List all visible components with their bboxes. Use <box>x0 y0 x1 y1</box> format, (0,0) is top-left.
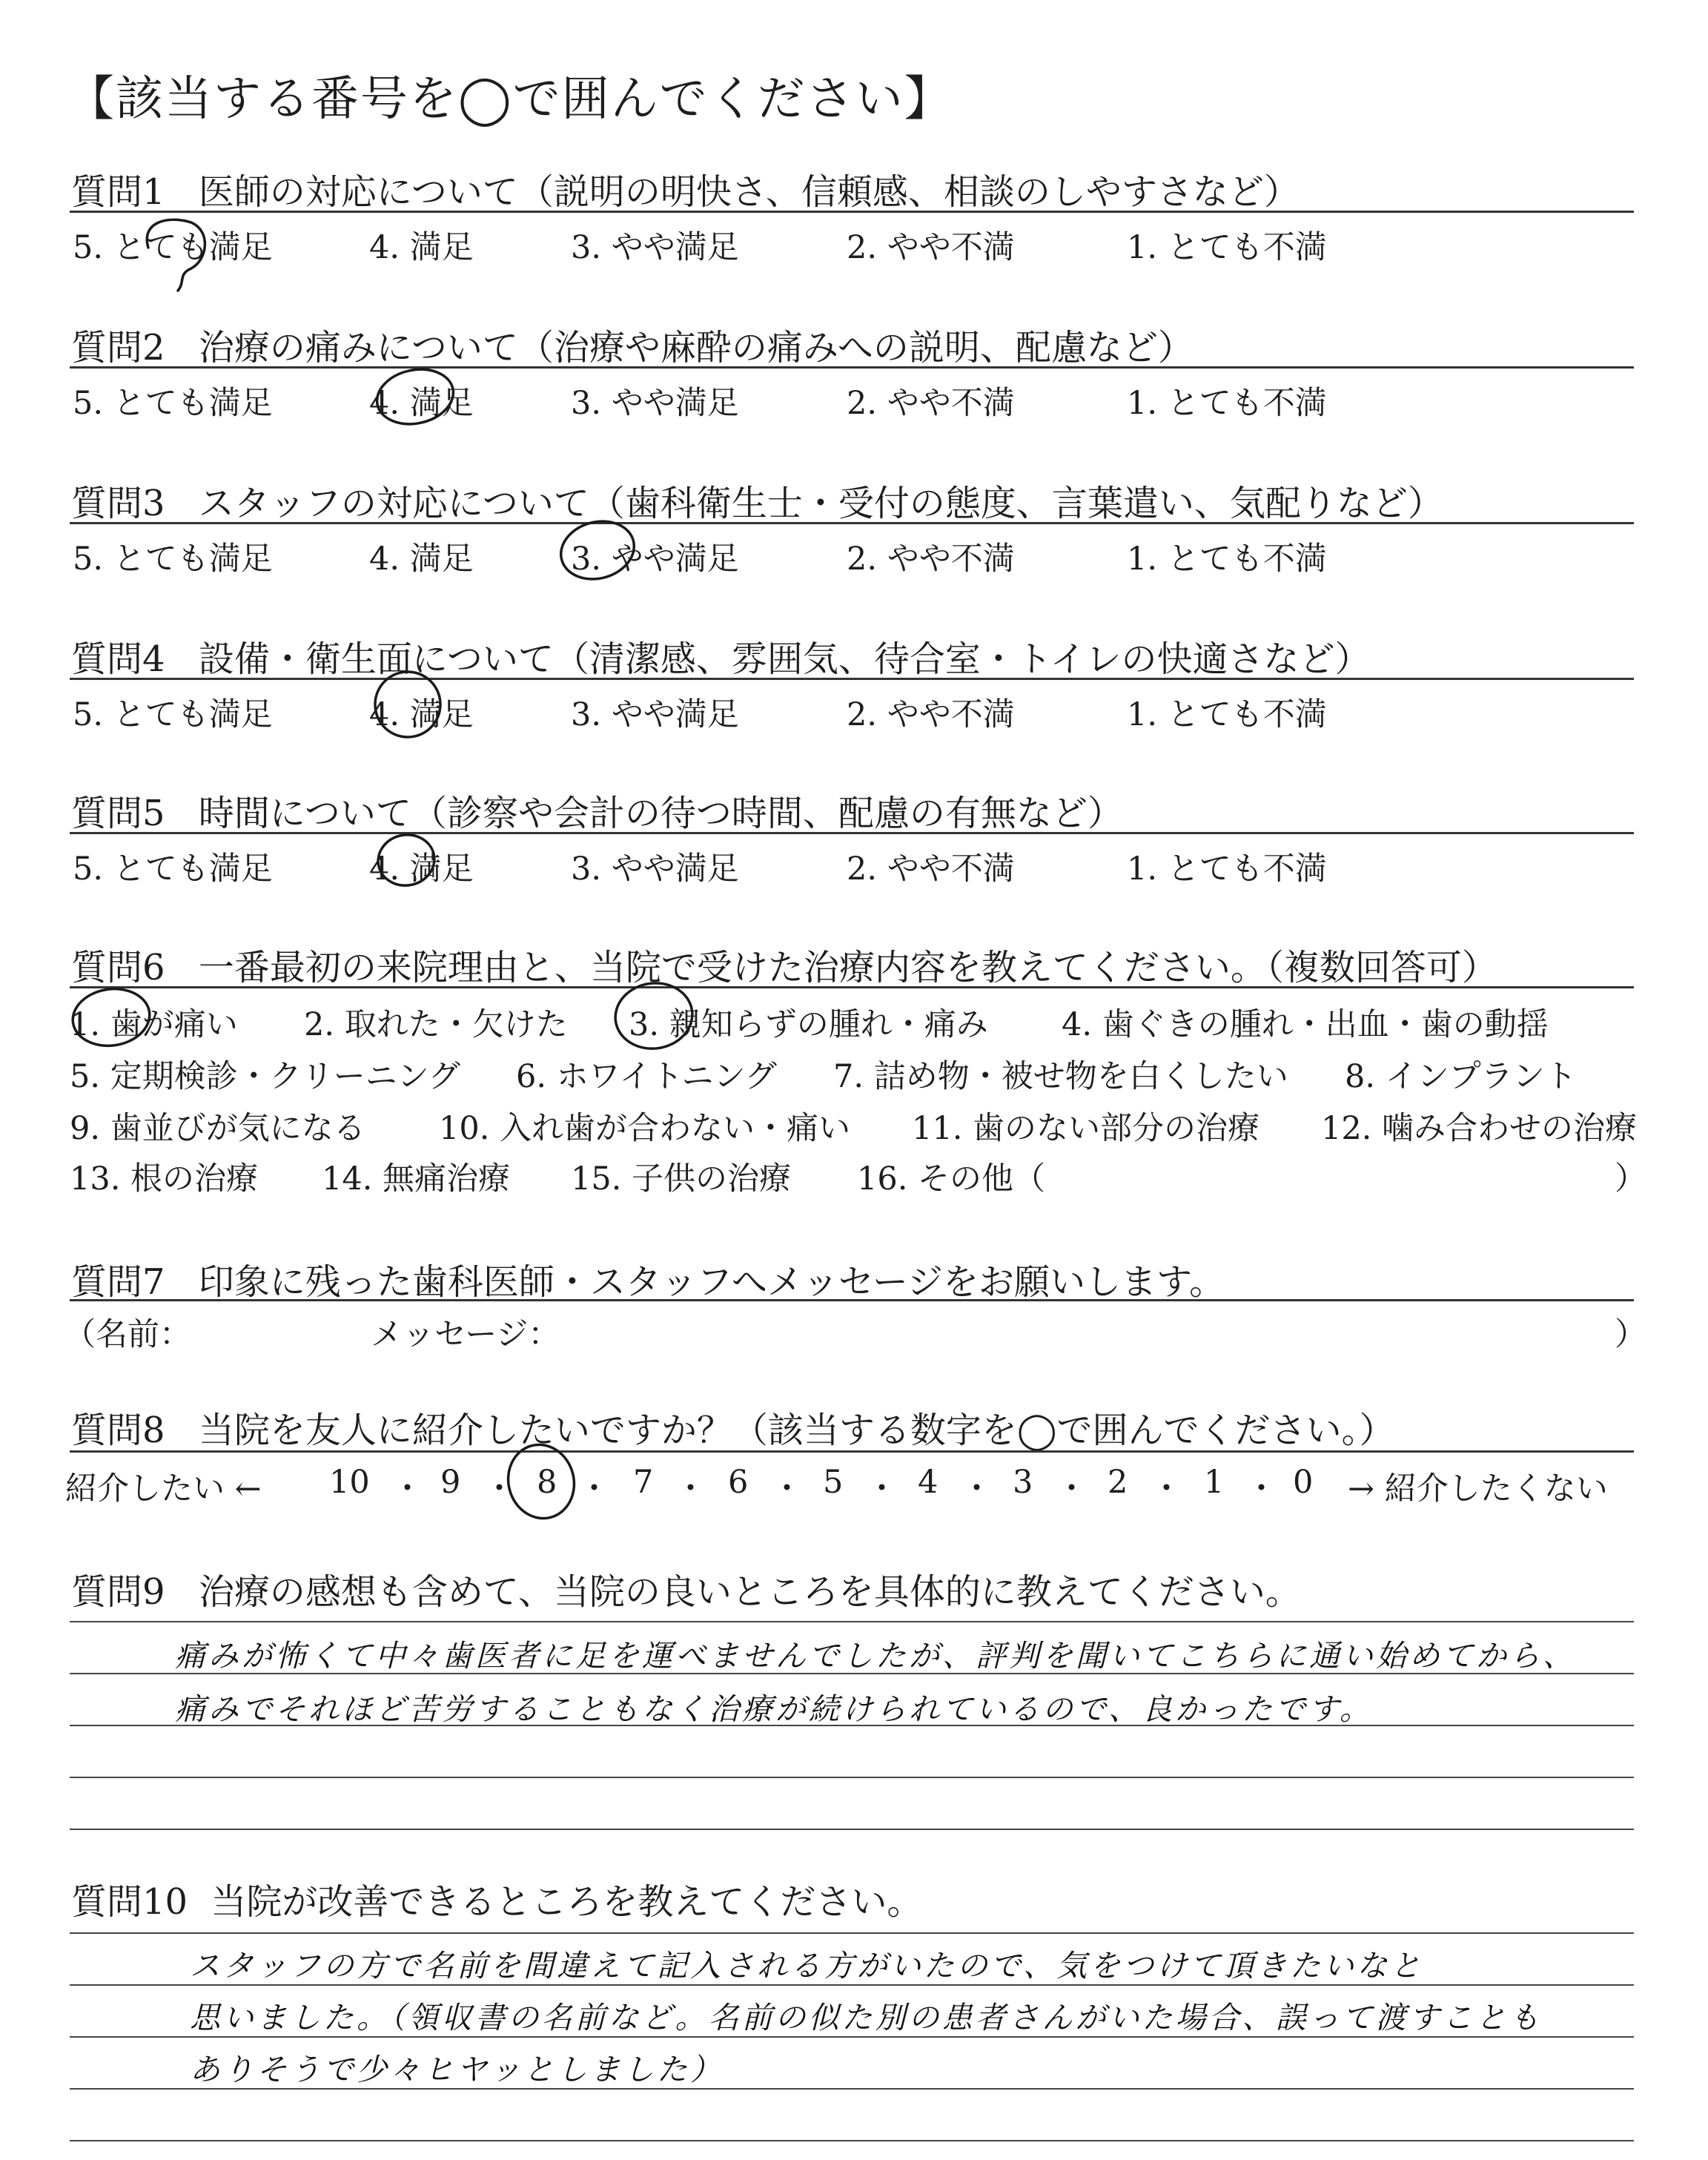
question-8-label: 質問8 <box>71 1410 165 1451</box>
question-2-rule <box>70 366 1634 369</box>
question-10-label: 質問10 <box>71 1881 188 1923</box>
q8-scale-2[interactable]: 2 <box>1108 1464 1128 1501</box>
question-3-label: 質問3 <box>71 483 165 524</box>
q6-option-16[interactable]: 16. その他（ <box>857 1160 1046 1198</box>
q7-name-label: （名前： <box>64 1316 191 1353</box>
question-6-text: 一番最初の来院理由と、当院で受けた治療内容を教えてください。（複数回答可） <box>198 947 1497 988</box>
q8-scale-9[interactable]: 9 <box>440 1464 461 1501</box>
question-9 <box>71 1563 1301 1614</box>
question-6-rule <box>70 986 1634 988</box>
q10-answer-line <box>70 2140 1634 2141</box>
q5-option-3[interactable]: 3. やや満足 <box>571 851 739 888</box>
q10-handwritten-line-2: 思いました。（領収書の名前など。名前の似た別の患者さんがいた場合、誤って渡すことも <box>190 2000 1543 2035</box>
question-1 <box>71 163 1300 214</box>
q10-answer-line <box>70 1932 1634 1934</box>
q9-answer-line <box>70 1777 1634 1778</box>
q5-option-2[interactable]: 2. やや不満 <box>847 851 1015 888</box>
question-10 <box>71 1873 922 1924</box>
question-4-label: 質問4 <box>71 638 165 680</box>
question-3 <box>71 475 1443 526</box>
q8-scale-4[interactable]: 4 <box>918 1464 939 1501</box>
question-9-label: 質問9 <box>71 1571 165 1613</box>
q4-option-3[interactable]: 3. やや満足 <box>571 696 739 733</box>
q6-option-12[interactable]: 12. 噛み合わせの治療 <box>1321 1110 1638 1147</box>
q2-option-2[interactable]: 2. やや不満 <box>847 385 1015 422</box>
q6-option-2[interactable]: 2. 取れた・欠けた <box>304 1006 568 1043</box>
form-title: 【該当する番号を◯で囲んでください】 <box>67 72 953 127</box>
question-4-text: 設備・衛生面について（清潔感、雰囲気、待合室・トイレの快適さなど） <box>198 638 1371 680</box>
q6-option-4[interactable]: 4. 歯ぐきの腫れ・出血・歯の動揺 <box>1062 1006 1549 1043</box>
q8-dot: ・ <box>483 1470 515 1507</box>
q4-option-2[interactable]: 2. やや不満 <box>847 696 1015 733</box>
q8-dot: ・ <box>961 1470 993 1507</box>
question-6-label: 質問6 <box>71 947 165 988</box>
question-4 <box>71 630 1370 681</box>
question-2 <box>71 319 1194 370</box>
q1-option-4[interactable]: 4. 満足 <box>369 229 474 266</box>
q2-option-5[interactable]: 5. とても満足 <box>73 385 273 422</box>
q9-handwritten-line-2: 痛みでそれほど苦労することもなく治療が続けられているので、良かったです。 <box>175 1691 1373 1727</box>
q8-left-label: 紹介したい ← <box>65 1470 262 1507</box>
question-7-text: 印象に残った歯科医師・スタッフへメッセージをお願いします。 <box>198 1261 1225 1303</box>
question-8 <box>71 1401 1395 1453</box>
q5-option-1[interactable]: 1. とても不満 <box>1127 851 1327 888</box>
question-9-text: 治療の感想も含めて、当院の良いところを具体的に教えてください。 <box>198 1571 1301 1613</box>
q2-option-4[interactable]: 4. 満足 <box>369 385 474 422</box>
q4-option-5[interactable]: 5. とても満足 <box>73 696 273 733</box>
q3-option-5[interactable]: 5. とても満足 <box>73 541 273 578</box>
q3-option-3[interactable]: 3. やや満足 <box>571 541 739 578</box>
question-6 <box>71 939 1497 990</box>
question-2-label: 質問2 <box>71 327 165 369</box>
q6-option-15[interactable]: 15. 子供の治療 <box>571 1160 792 1198</box>
question-7-label: 質問7 <box>71 1261 165 1303</box>
question-1-label: 質問1 <box>71 171 165 213</box>
question-8-text: 当院を友人に紹介したいですか？（該当する数字を◯で囲んでください。） <box>198 1410 1395 1451</box>
q8-dot: ・ <box>1245 1470 1277 1507</box>
q1-option-2[interactable]: 2. やや不満 <box>847 229 1015 266</box>
q7-message-label: メッセージ： <box>371 1316 560 1353</box>
question-1-text: 医師の対応について（説明の明快さ、信頼感、相談のしやすさなど） <box>198 171 1300 213</box>
q6-option-7[interactable]: 7. 詰め物・被せ物を白くしたい <box>833 1058 1288 1095</box>
q8-right-label: → 紹介したくない <box>1348 1470 1608 1507</box>
q8-scale-10[interactable]: 10 <box>329 1464 370 1501</box>
question-2-text: 治療の痛みについて（治療や麻酔の痛みへの説明、配慮など） <box>198 327 1194 369</box>
q6-option-8[interactable]: 8. インプラント <box>1345 1058 1577 1095</box>
q1-option-1[interactable]: 1. とても不満 <box>1127 229 1327 266</box>
q1-option-3[interactable]: 3. やや満足 <box>571 229 739 266</box>
q2-option-3[interactable]: 3. やや満足 <box>571 385 739 422</box>
q6-option-1[interactable]: 1. 歯が痛い <box>70 1006 238 1043</box>
q10-handwritten-line-3: ありそうで少々ヒヤッとしました） <box>190 2052 724 2087</box>
q8-scale-5[interactable]: 5 <box>823 1464 844 1501</box>
q6-close-paren: ） <box>1615 1160 1646 1198</box>
q2-option-1[interactable]: 1. とても不満 <box>1127 385 1327 422</box>
q8-scale-6[interactable]: 6 <box>728 1464 749 1501</box>
q8-scale-0[interactable]: 0 <box>1293 1464 1314 1501</box>
q10-handwritten-line-1: スタッフの方で名前を間違えて記入される方がいたので、気をつけて頂きたいなと <box>190 1948 1424 1984</box>
question-8-rule <box>70 1450 1634 1453</box>
q8-scale-7[interactable]: 7 <box>633 1464 654 1501</box>
q8-dot: ・ <box>391 1470 423 1507</box>
q8-scale-1[interactable]: 1 <box>1204 1464 1225 1501</box>
question-1-rule <box>70 211 1634 213</box>
q9-handwritten-line-1: 痛みが怖くて中々歯医者に足を運べませんでしたが、評判を聞いてこちらに通い始めてから、 <box>175 1638 1576 1674</box>
q8-dot: ・ <box>578 1470 610 1507</box>
q4-option-4[interactable]: 4. 満足 <box>369 696 474 733</box>
q6-option-9[interactable]: 9. 歯並びが気になる <box>70 1110 365 1147</box>
question-7-rule <box>70 1299 1634 1301</box>
q8-dot: ・ <box>1151 1470 1182 1507</box>
q6-option-10[interactable]: 10. 入れ歯が合わない・痛い <box>439 1110 851 1147</box>
q5-option-4[interactable]: 4. 満足 <box>369 851 474 888</box>
question-3-rule <box>70 522 1634 524</box>
q3-option-1[interactable]: 1. とても不満 <box>1127 541 1327 578</box>
q3-option-4[interactable]: 4. 満足 <box>369 541 474 578</box>
question-5-label: 質問5 <box>71 793 165 834</box>
question-4-rule <box>70 678 1634 680</box>
question-10-text: 当院が改善できるところを教えてください。 <box>211 1881 923 1923</box>
question-5-text: 時間について（診察や会計の待つ時間、配慮の有無など） <box>198 793 1123 834</box>
q4-option-1[interactable]: 1. とても不満 <box>1127 696 1327 733</box>
question-5 <box>71 785 1123 836</box>
q6-option-14[interactable]: 14. 無痛治療 <box>322 1160 511 1198</box>
q9-answer-line <box>70 1621 1634 1622</box>
q8-scale-3[interactable]: 3 <box>1013 1464 1033 1501</box>
q1-option-5[interactable]: 5. とても満足 <box>73 229 273 266</box>
q7-close-paren: ） <box>1615 1316 1646 1353</box>
q6-option-11[interactable]: 11. 歯のない部分の治療 <box>912 1110 1260 1147</box>
q8-dot: ・ <box>866 1470 898 1507</box>
question-3-text: スタッフの対応について（歯科衛生士・受付の態度、言葉遣い、気配りなど） <box>198 483 1443 524</box>
q6-option-5[interactable]: 5. 定期検診・クリーニング <box>70 1058 460 1095</box>
q5-option-5[interactable]: 5. とても満足 <box>73 851 273 888</box>
q6-option-13[interactable]: 13. 根の治療 <box>70 1160 259 1198</box>
q9-answer-line <box>70 1829 1634 1830</box>
question-5-rule <box>70 832 1634 834</box>
q8-dot: ・ <box>675 1470 706 1507</box>
q8-scale-8[interactable]: 8 <box>537 1464 557 1501</box>
q6-option-6[interactable]: 6. ホワイトニング <box>516 1058 777 1095</box>
q8-dot: ・ <box>1056 1470 1088 1507</box>
q8-dot: ・ <box>771 1470 803 1507</box>
q3-option-2[interactable]: 2. やや不満 <box>847 541 1015 578</box>
question-7 <box>71 1253 1225 1304</box>
q6-option-3[interactable]: 3. 親知らずの腫れ・痛み <box>629 1006 988 1043</box>
